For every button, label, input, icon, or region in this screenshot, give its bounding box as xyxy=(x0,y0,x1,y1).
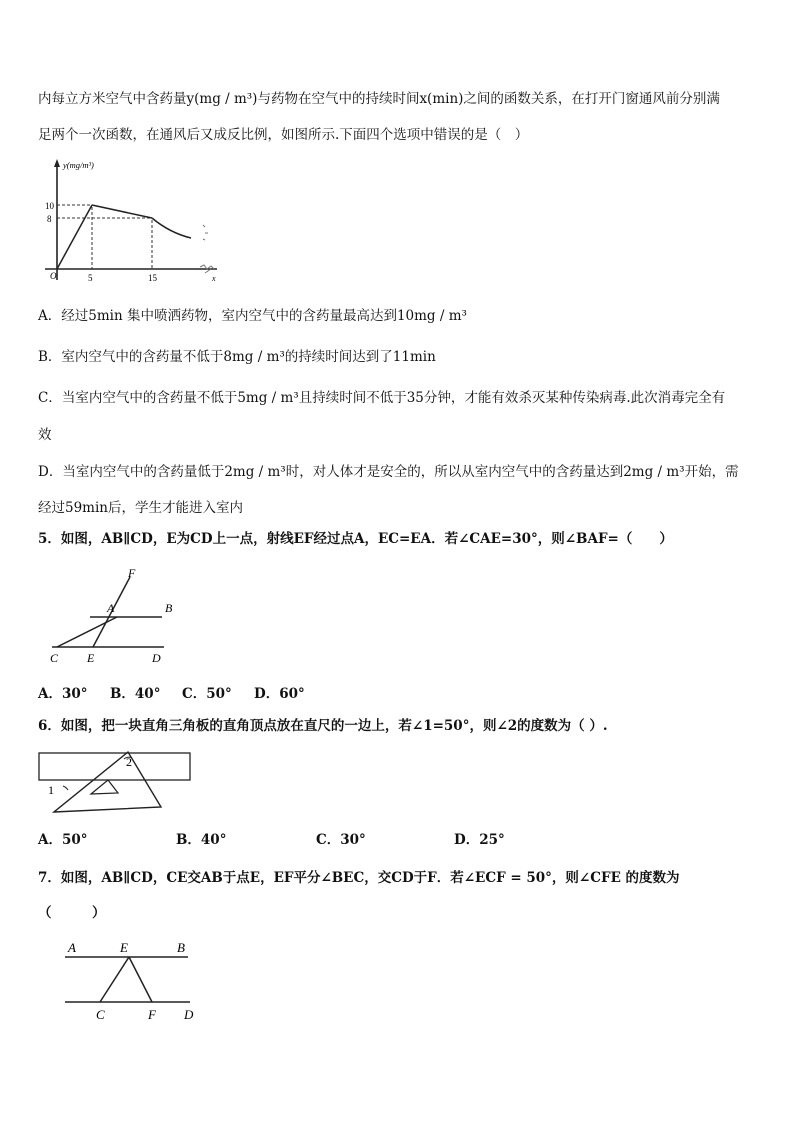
q6-stem: 6．如图，把一块直角三角板的直角顶点放在直尺的一边上，若∠1=50°，则∠2的度数为（ ）. xyxy=(38,718,608,734)
declining-segment xyxy=(92,205,152,218)
tick-label-8: 8 xyxy=(47,214,52,224)
q6-option-c: C．30° xyxy=(316,832,366,848)
inverse-curve xyxy=(152,218,191,238)
x-axis-label: x xyxy=(212,274,216,283)
q5-options xyxy=(38,685,305,703)
q4-option-c-line1: C．当室内空气中的含药量不低于5mg / m³且持续时间不低于35分钟，才能有效杀灭某种传染病毒.此次消毒完全有 xyxy=(38,390,726,406)
label-b: B xyxy=(165,601,173,615)
segment-ca xyxy=(57,617,117,647)
q6-option-b: B．40° xyxy=(176,832,227,848)
ruler xyxy=(39,753,190,780)
q5-option-a: A．30° xyxy=(38,686,88,702)
rising-segment xyxy=(57,205,92,269)
q6-option-d: D．25° xyxy=(454,832,505,848)
q4-text-line2: 足两个一次函数，在通风后又成反比例，如图所示.下面四个选项中错误的是（ ） xyxy=(38,127,529,143)
tick-label-15: 15 xyxy=(148,273,157,283)
tick-label-10: 10 xyxy=(45,201,54,211)
origin-label: O xyxy=(50,271,57,281)
q7-figure xyxy=(60,935,230,1025)
label-a: A xyxy=(107,601,115,615)
q4-chart xyxy=(35,155,225,290)
q4-option-a: A．经过5min 集中喷洒药物，室内空气中的含药量最高达到10mg / m³ xyxy=(38,308,467,324)
label-f: F xyxy=(128,566,136,580)
q6-option-a: A．50° xyxy=(38,832,88,848)
q4-option-d-line1: D．当室内空气中的含药量低于2mg / m³时，对人体才是安全的，所以从室内空气中的含药量达到2mg / m³开始，需 xyxy=(38,464,739,480)
q7-stem-line2: （ ） xyxy=(38,905,106,921)
q6-figure xyxy=(36,748,196,818)
angle-2-label: 2 xyxy=(126,755,132,769)
q5-option-c: C．50° xyxy=(182,686,232,702)
q4-option-c-line2: 效 xyxy=(38,427,52,443)
label-b: B xyxy=(177,940,185,955)
q5-figure xyxy=(40,562,200,672)
q4-option-b: B．室内空气中的含药量不低于8mg / m³的持续时间达到了11min xyxy=(38,349,436,365)
segment-ef xyxy=(129,957,152,1002)
label-d: D xyxy=(152,651,161,665)
angle-1-label: 1 xyxy=(48,783,54,797)
q4-text-line1: 内每立方米空气中含药量y(mg / m³)与药物在空气中的持续时间x(min)之间的函数关系，在打开门窗通风前分别满 xyxy=(38,91,720,107)
label-a: A xyxy=(68,940,76,955)
triangle-hole xyxy=(91,780,118,794)
angle-1-arc xyxy=(63,786,68,790)
tick-label-5: 5 xyxy=(88,273,93,283)
y-axis-label: y(mg/m³) xyxy=(63,160,94,170)
q5-option-d: D．60° xyxy=(254,686,305,702)
segment-ce xyxy=(100,957,129,1002)
scan-artifact xyxy=(200,225,214,273)
label-d: D xyxy=(184,1007,194,1022)
q5-option-b: B．40° xyxy=(110,686,161,702)
q4-option-d-line2: 经过59min后，学生才能进入室内 xyxy=(38,500,243,516)
q6-options xyxy=(38,831,505,849)
label-c: C xyxy=(50,651,59,665)
label-e: E xyxy=(87,651,95,665)
label-f: F xyxy=(148,1007,156,1022)
q5-stem: 5．如图，AB∥CD，E为CD上一点，射线EF经过点A，EC=EA．若∠CAE=30°，则∠BAF=（ ） xyxy=(38,531,673,547)
label-e: E xyxy=(120,940,128,955)
label-c: C xyxy=(96,1007,105,1022)
q7-stem-line1: 7．如图，AB∥CD，CE交AB于点E，EF平分∠BEC，交CD于F．若∠ECF = 50°，则∠CFE 的度数为 xyxy=(38,870,680,886)
